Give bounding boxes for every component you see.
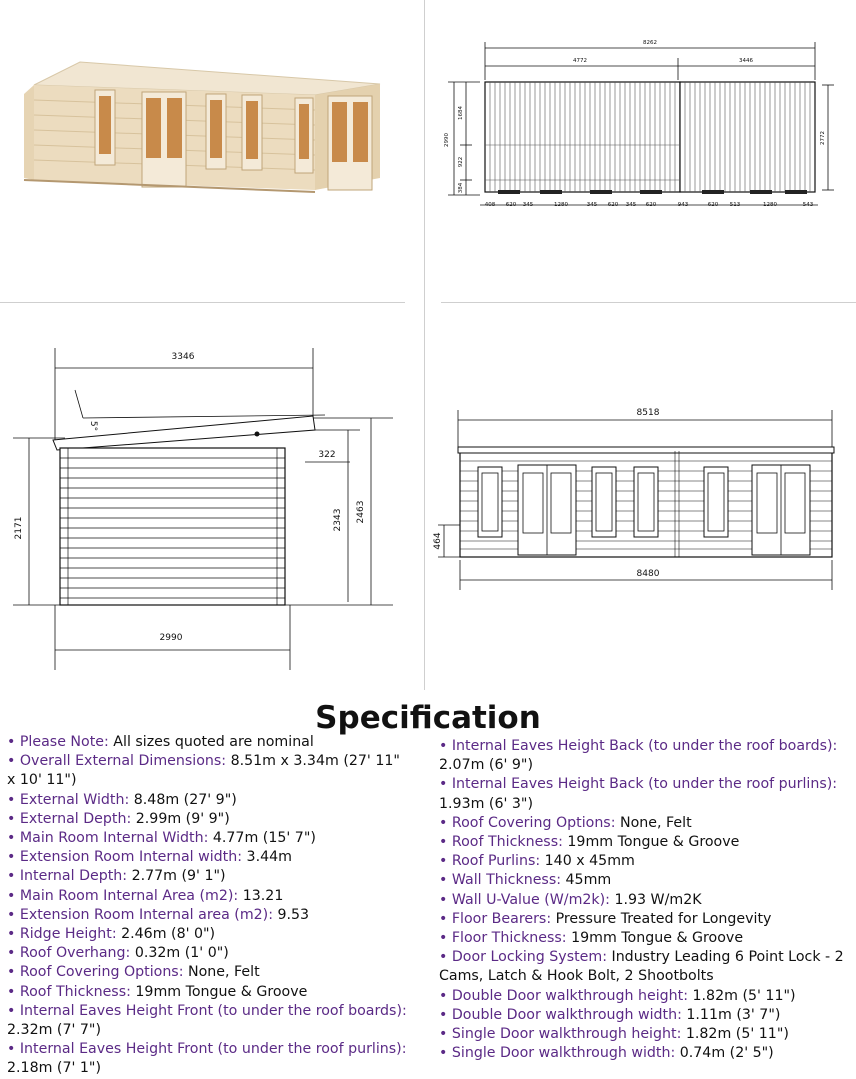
spec-item <box>439 814 849 833</box>
spec-item <box>7 925 412 944</box>
spec-item-value: 140 x 45mm <box>540 853 635 870</box>
spec-item <box>7 983 412 1002</box>
spec-item-value: 2.07m (6' 9") <box>439 757 533 774</box>
spec-item-label: • Extension Room Internal width: <box>7 849 243 866</box>
spec-item <box>439 737 849 775</box>
spec-item-label: • Roof Covering Options: <box>439 814 616 831</box>
spec-item-value: 1.11m (3' 7") <box>681 1006 781 1023</box>
spec-item-value: Industry Leading 6 Point Lock - 2 Cams, Latch & Hook Bolt, 2 Shootbolts <box>439 949 844 985</box>
spec-item-label: • Ridge Height: <box>7 926 117 943</box>
front-plinth-dim: 464 <box>433 532 443 550</box>
panel-divider-left <box>0 302 405 303</box>
plan-bottom-dim: 513 <box>729 202 741 208</box>
plan-bottom-dim: 943 <box>677 202 689 208</box>
spec-item-label: • Internal Eaves Height Back (to under the roof purlins): <box>439 776 838 793</box>
spec-item-label: • Main Room Internal Area (m2): <box>7 887 239 904</box>
spec-item <box>439 833 849 852</box>
spec-item-label: • Roof Thickness: <box>7 983 131 1000</box>
plan-ext-width-dim: 3446 <box>739 58 753 64</box>
spec-item-label: • Internal Depth: <box>7 868 128 885</box>
spec-list-left <box>7 733 412 1079</box>
spec-item-label: • Roof Thickness: <box>439 834 563 851</box>
plan-bottom-dim: 345 <box>586 202 598 208</box>
spec-item-label: • Floor Thickness: <box>439 930 567 947</box>
side-right-height-dim: 2463 <box>356 500 366 524</box>
spec-item-label: • Internal Eaves Height Front (to under the roof boards): <box>7 1002 407 1019</box>
spec-item-label: • Overall External Dimensions: <box>7 753 227 770</box>
spec-item-label: • Roof Purlins: <box>439 853 541 870</box>
spec-item-value: 1.82m (5' 11") <box>688 987 796 1004</box>
spec-item-value: None, Felt <box>615 814 692 831</box>
spec-item <box>439 891 849 910</box>
plan-overall-dim: 8262 <box>643 40 657 46</box>
spec-item <box>439 871 849 890</box>
spec-item-value: 19mm Tongue & Groove <box>130 983 308 1000</box>
plan-bottom-dim: 620 <box>707 202 719 208</box>
spec-item-value: 19mm Tongue & Groove <box>566 930 744 947</box>
plan-bottom-dim: 543 <box>802 202 814 208</box>
plan-right-depth-dim: 2772 <box>820 131 826 145</box>
spec-item <box>7 867 412 886</box>
spec-item-label: • External Depth: <box>7 810 132 827</box>
front-bottom-width-dim: 8480 <box>636 569 660 579</box>
spec-list-right <box>439 737 849 1063</box>
spec-item-label: • Please Note: <box>7 734 109 750</box>
spec-item <box>7 906 412 925</box>
spec-item <box>7 791 412 810</box>
spec-item <box>439 1044 849 1063</box>
spec-item-value: 9.53 <box>272 906 310 923</box>
spec-item-value: 2.46m (8' 0") <box>116 926 216 943</box>
spec-item-value: 2.77m (9' 1") <box>127 868 226 885</box>
plan-main-width-dim: 4772 <box>573 58 587 64</box>
spec-item <box>7 829 412 848</box>
plan-bottom-dim: 1280 <box>763 202 777 208</box>
plan-bottom-dim: 620 <box>607 202 619 208</box>
floor-plan-drawing <box>440 30 840 230</box>
panel-divider-vertical <box>424 0 425 690</box>
spec-item-label: • External Width: <box>7 791 130 808</box>
plan-bottom-dim: 1280 <box>554 202 568 208</box>
spec-item <box>439 929 849 948</box>
plan-depth-part-3: 384 <box>458 182 464 194</box>
spec-item <box>7 848 412 867</box>
panel-divider-right <box>441 302 856 303</box>
spec-item-label: • Double Door walkthrough width: <box>439 1006 682 1023</box>
spec-item <box>7 963 412 982</box>
spec-item-label: • Floor Bearers: <box>439 910 552 927</box>
spec-item-value: 1.93 W/m2K <box>609 891 702 908</box>
spec-item <box>439 987 849 1006</box>
spec-item-value: 1.82m (5' 11") <box>681 1026 789 1043</box>
spec-item-value: 4.77m (15' 7") <box>208 830 316 847</box>
spec-item-label: • Wall Thickness: <box>439 872 561 889</box>
side-roof-angle: 5° <box>88 420 98 432</box>
spec-item-label: • Internal Eaves Height Back (to under the roof boards): <box>439 738 838 754</box>
spec-item-label: • Door Locking System: <box>439 949 607 966</box>
plan-depth-part-2: 922 <box>458 156 464 168</box>
spec-item-value: 3.44m <box>242 849 292 866</box>
plan-bottom-dim: 620 <box>505 202 517 208</box>
plan-bottom-dim: 345 <box>625 202 637 208</box>
spec-item-label: • Single Door walkthrough height: <box>439 1026 682 1043</box>
spec-item-value: 13.21 <box>238 887 284 904</box>
plan-bottom-dim: 345 <box>522 202 534 208</box>
plan-depth-dim: 2990 <box>444 133 450 147</box>
spec-item <box>7 810 412 829</box>
side-bottom-width-dim: 2990 <box>159 633 183 643</box>
spec-item-value: 0.32m (1' 0") <box>130 945 229 962</box>
plan-depth-part-1: 1684 <box>458 106 464 120</box>
spec-item <box>7 1040 412 1078</box>
side-elevation-drawing <box>5 340 410 670</box>
side-left-height-dim: 2171 <box>14 516 24 540</box>
spec-item-label: • Internal Eaves Height Front (to under the roof purlins): <box>7 1041 407 1058</box>
spec-item <box>7 752 412 790</box>
spec-item <box>7 733 412 752</box>
spec-item-label: • Double Door walkthrough height: <box>439 987 689 1004</box>
spec-item <box>439 852 849 871</box>
spec-item-value: 1.93m (6' 3") <box>439 795 533 812</box>
plan-bottom-dim: 620 <box>645 202 657 208</box>
spec-item-label: • Main Room Internal Width: <box>7 830 209 847</box>
spec-item-label: • Roof Overhang: <box>7 945 131 962</box>
spec-item <box>7 887 412 906</box>
side-inner-height-dim: 2343 <box>333 508 343 532</box>
spec-item-label: • Extension Room Internal area (m2): <box>7 906 273 923</box>
spec-item-value: None, Felt <box>183 964 260 981</box>
spec-item <box>439 910 849 929</box>
spec-item <box>7 944 412 963</box>
spec-item-value: 8.48m (27' 9") <box>129 791 237 808</box>
spec-item-label: • Roof Covering Options: <box>7 964 184 981</box>
spec-item <box>439 1006 849 1025</box>
front-elevation-drawing <box>430 395 850 595</box>
spec-item-value: 0.74m (2' 5") <box>675 1045 774 1062</box>
spec-item <box>7 1002 412 1040</box>
cabin-render-image <box>10 40 390 200</box>
side-top-width-dim: 3346 <box>171 352 195 362</box>
spec-item <box>439 1025 849 1044</box>
spec-item-value: 8.51m x 3.34m (27' 11" x 10' 11") <box>7 753 400 789</box>
spec-item <box>439 775 849 813</box>
spec-item-value: 2.99m (9' 9") <box>131 810 230 827</box>
plan-bottom-dim: 408 <box>484 202 496 208</box>
spec-item-value: 45mm <box>561 872 612 889</box>
spec-item-value: 2.18m (7' 1") <box>7 1060 101 1077</box>
spec-item-value: 2.32m (7' 7") <box>7 1022 101 1039</box>
side-overhang-dim: 322 <box>318 450 336 460</box>
spec-item-value: 19mm Tongue & Groove <box>562 834 740 851</box>
spec-item <box>439 948 849 986</box>
spec-item-value: All sizes quoted are nominal <box>108 734 314 750</box>
front-top-width-dim: 8518 <box>636 408 660 418</box>
spec-item-value: Pressure Treated for Longevity <box>551 910 772 927</box>
spec-title: Specification <box>315 700 541 736</box>
spec-item-label: • Wall U-Value (W/m2k): <box>439 891 610 908</box>
spec-item-label: • Single Door walkthrough width: <box>439 1045 676 1062</box>
